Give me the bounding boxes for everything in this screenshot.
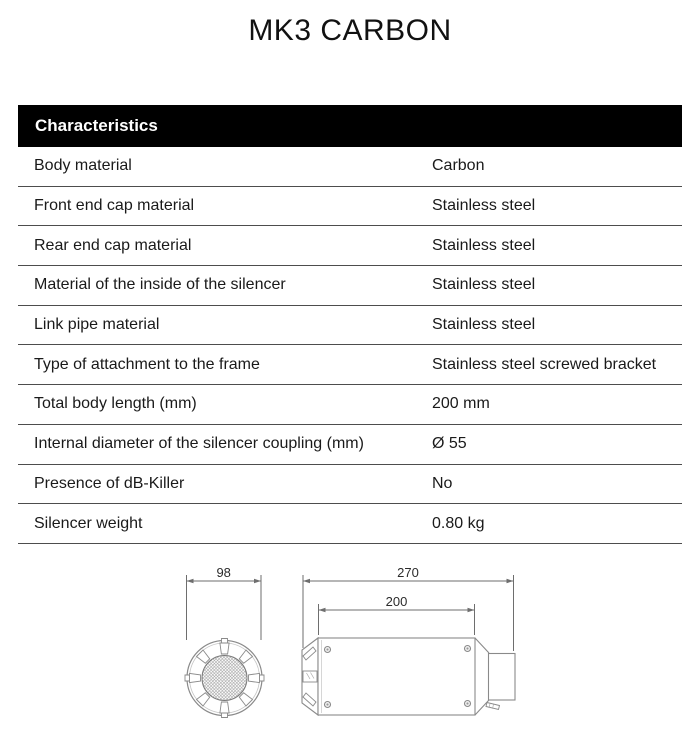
row-value: Stainless steel (432, 276, 536, 294)
row-value: Stainless steel (432, 236, 536, 254)
row-label: Type of attachment to the frame (34, 355, 260, 373)
row-value: Stainless steel (432, 316, 536, 334)
page-title: MK3 CARBON (248, 14, 452, 47)
row-label: Presence of dB-Killer (34, 474, 185, 492)
row-value: Ø 55 (432, 435, 467, 453)
table-row (18, 504, 682, 544)
table-row (18, 266, 682, 306)
table-row (18, 465, 682, 505)
table-row (18, 385, 682, 425)
row-value: No (432, 474, 453, 492)
dim-270-label: 270 (397, 565, 419, 580)
row-value: Stainless steel screwed bracket (432, 355, 657, 373)
row-label: Front end cap material (34, 197, 195, 215)
table-row (18, 187, 682, 227)
table-row (18, 147, 682, 187)
bracket-tab (486, 703, 500, 710)
dim-98-label: 98 (216, 565, 231, 580)
mesh-screen (202, 656, 247, 701)
row-label: Rear end cap material (34, 236, 192, 254)
row-label: Link pipe material (34, 316, 160, 334)
spec-table (18, 105, 682, 544)
row-value: Carbon (432, 157, 485, 175)
row-label: Total body length (mm) (34, 395, 197, 413)
table-row (18, 306, 682, 346)
row-value: 200 mm (432, 395, 490, 413)
front-view (185, 639, 264, 718)
table-header: Characteristics (18, 105, 682, 147)
side-view (302, 638, 515, 715)
silencer-body (318, 638, 475, 715)
row-label: Body material (34, 157, 132, 175)
dim-200-label: 200 (385, 594, 408, 609)
table-row (18, 425, 682, 465)
spec-rows (18, 147, 682, 544)
table-row (18, 345, 682, 385)
dimension-98 (187, 575, 262, 640)
outlet-pipe (489, 654, 516, 701)
row-value: Stainless steel (432, 197, 536, 215)
row-label: Internal diameter of the silencer coupling (mm) (34, 435, 364, 453)
row-value: 0.80 kg (432, 514, 485, 532)
table-row (18, 226, 682, 266)
row-label: Material of the inside of the silencer (34, 276, 286, 294)
row-label: Silencer weight (34, 514, 143, 532)
technical-drawing (0, 558, 700, 748)
